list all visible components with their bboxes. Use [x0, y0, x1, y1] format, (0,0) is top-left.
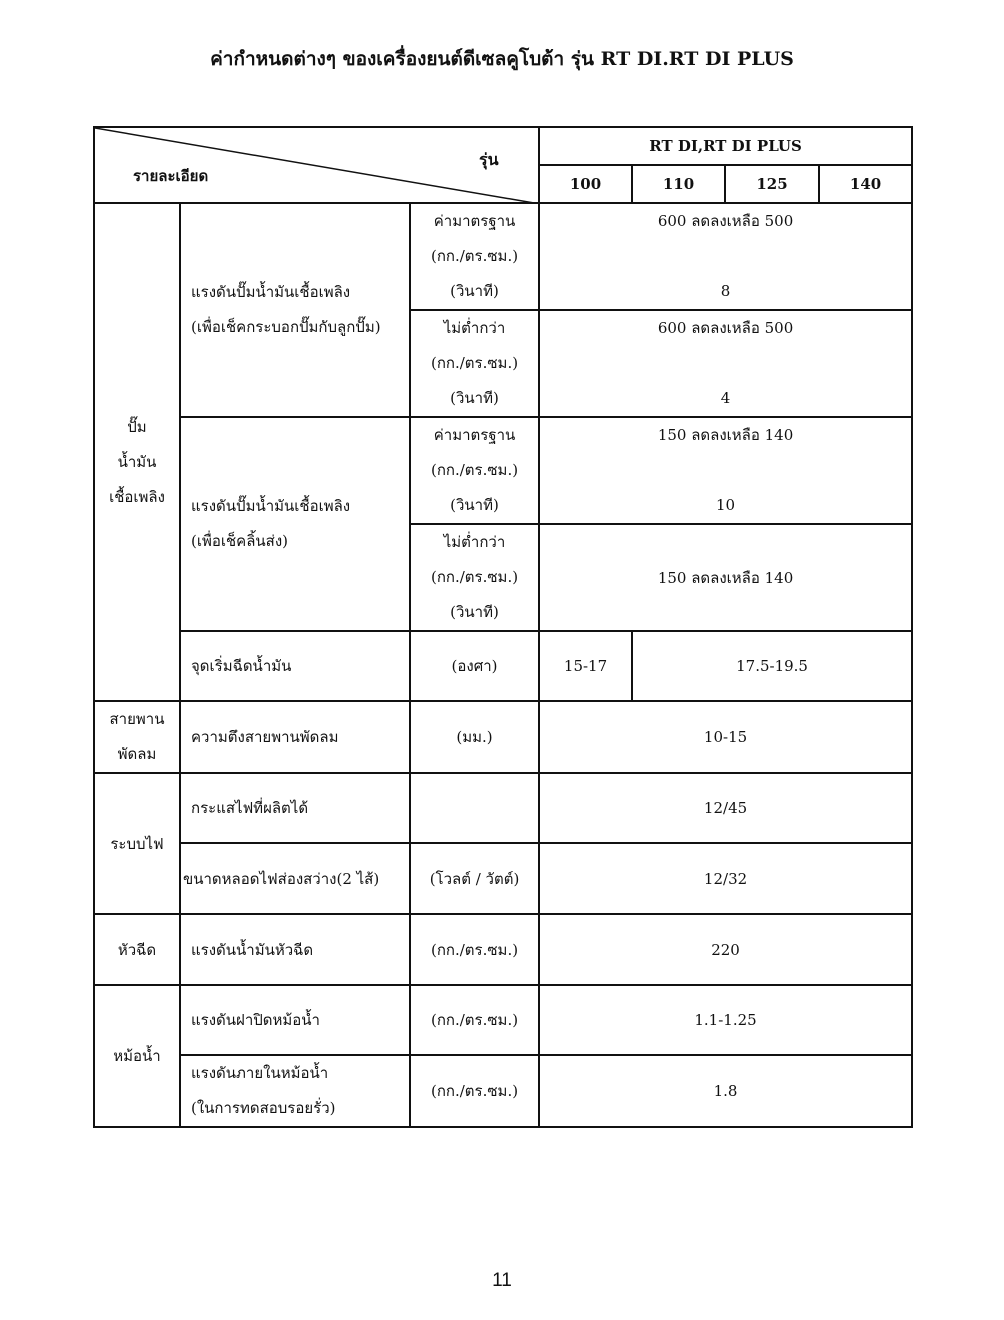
value-pressure: 600 ลดลงเหลือ 500 — [657, 319, 794, 337]
item-radiator-cap: แรงดันฝาปิดหม้อน้ำ — [180, 985, 410, 1055]
header-model-125: 125 — [725, 165, 819, 203]
unit-label: ไม่ต่ำกว่า — [443, 319, 506, 337]
header-diagonal-cell — [94, 127, 539, 203]
item-note: (เพื่อเช็คลิ้นส่ง) — [191, 532, 288, 550]
unit-label: (กก./ตร.ซม.) — [430, 247, 519, 265]
table-row — [94, 203, 912, 310]
unit-label: (กก./ตร.ซม.) — [430, 461, 519, 479]
unit-label: ค่ามาตรฐาน — [433, 212, 516, 230]
item-injection-timing: จุดเริ่มฉีดน้ำมัน — [180, 631, 410, 701]
item-label: แรงดันปั๊มน้ำมันเชื้อเพลิง — [191, 497, 351, 515]
table-row — [94, 1055, 912, 1127]
unit-label: ไม่ต่ำกว่า — [443, 533, 506, 551]
unit-label: (วินาที) — [450, 282, 499, 300]
value-cell: 12/32 — [539, 843, 912, 914]
value-cell: 1.1-1.25 — [539, 985, 912, 1055]
value-cell: 10-15 — [539, 701, 912, 773]
group-injector: หัวฉีด — [94, 914, 180, 985]
unit-label: ค่ามาตรฐาน — [433, 426, 516, 444]
item-fan-belt-tension: ความตึงสายพานพัดลม — [180, 701, 410, 773]
table-row — [94, 631, 912, 701]
unit-label: (กก./ตร.ซม.) — [430, 354, 519, 372]
group-label: ปั๊ม — [127, 417, 147, 436]
table-row — [94, 843, 912, 914]
value-cell-others: 17.5-19.5 — [632, 631, 912, 701]
unit-cell: (โวลต์ / วัตต์) — [410, 843, 539, 914]
group-label: น้ำมัน — [117, 452, 157, 471]
value-cell: 220 — [539, 914, 912, 985]
header-series: RT DI,RT DI PLUS — [539, 127, 912, 165]
unit-cell: (กก./ตร.ซม.) — [410, 1055, 539, 1127]
table-row — [94, 701, 912, 773]
value-cell: 12/45 — [539, 773, 912, 843]
table-row — [94, 773, 912, 843]
table-row — [94, 914, 912, 985]
unit-label: (วินาที) — [450, 603, 499, 621]
group-fuel-pump — [94, 203, 180, 701]
value-cell — [539, 417, 912, 524]
item-label: แรงดันปั๊มน้ำมันเชื้อเพลิง — [191, 283, 351, 301]
header-row-1 — [94, 127, 912, 165]
item-injector-pressure: แรงดันน้ำมันหัวฉีด — [180, 914, 410, 985]
group-fan-belt — [94, 701, 180, 773]
item-headlamp: ขนาดหลอดไฟส่องสว่าง(2 ไส้) — [180, 843, 410, 914]
value-seconds: 8 — [720, 282, 731, 300]
unit-label: (วินาที) — [450, 496, 499, 514]
unit-cell — [410, 524, 539, 631]
item-note: (ในการทดสอบรอยรั่ว) — [191, 1099, 336, 1117]
unit-cell — [410, 310, 539, 417]
header-model-label: รุ่น — [479, 150, 499, 169]
group-electrical: ระบบไฟ — [94, 773, 180, 914]
value-seconds: 10 — [716, 496, 736, 514]
table-row — [94, 417, 912, 524]
item-generated-current: กระแสไฟที่ผลิตได้ — [180, 773, 410, 843]
page-title: ค่ากำหนดต่างๆ ของเครื่องยนต์ดีเซลคูโบต้า รุ่น RT DI.RT DI PLUS — [210, 48, 794, 70]
header-detail-label: รายละเอียด — [133, 167, 209, 185]
value-cell — [539, 310, 912, 417]
unit-cell — [410, 773, 539, 843]
value-seconds: 4 — [720, 389, 731, 407]
header-model-100: 100 — [539, 165, 632, 203]
unit-cell — [410, 203, 539, 310]
header-model-110: 110 — [632, 165, 725, 203]
spec-table — [93, 126, 913, 1128]
table-row — [94, 985, 912, 1055]
item-radiator-leak — [180, 1055, 410, 1127]
value-cell: 1.8 — [539, 1055, 912, 1127]
unit-cell: (องศา) — [410, 631, 539, 701]
unit-cell: (มม.) — [410, 701, 539, 773]
value-cell-100: 15-17 — [539, 631, 632, 701]
header-model-140: 140 — [819, 165, 912, 203]
group-label: เชื้อเพลิง — [109, 487, 165, 506]
value-pressure: 150 ลดลงเหลือ 140 — [539, 524, 912, 631]
group-label: พัดลม — [117, 745, 157, 763]
item-pump-valve — [180, 417, 410, 631]
item-label: แรงดันภายในหม้อน้ำ — [191, 1064, 329, 1082]
group-radiator: หม้อน้ำ — [94, 985, 180, 1127]
item-note: (เพื่อเช็คกระบอกปั๊มกับลูกปั๊ม) — [191, 318, 381, 336]
page-number: 11 — [492, 1270, 512, 1291]
unit-cell — [410, 417, 539, 524]
value-pressure: 150 ลดลงเหลือ 140 — [657, 426, 794, 444]
group-label: สายพาน — [109, 710, 165, 728]
unit-cell: (กก./ตร.ซม.) — [410, 914, 539, 985]
item-pump-plunger — [180, 203, 410, 417]
unit-cell: (กก./ตร.ซม.) — [410, 985, 539, 1055]
unit-label: (กก./ตร.ซม.) — [430, 568, 519, 586]
value-pressure: 600 ลดลงเหลือ 500 — [657, 212, 794, 230]
unit-label: (วินาที) — [450, 389, 499, 407]
value-cell — [539, 203, 912, 310]
